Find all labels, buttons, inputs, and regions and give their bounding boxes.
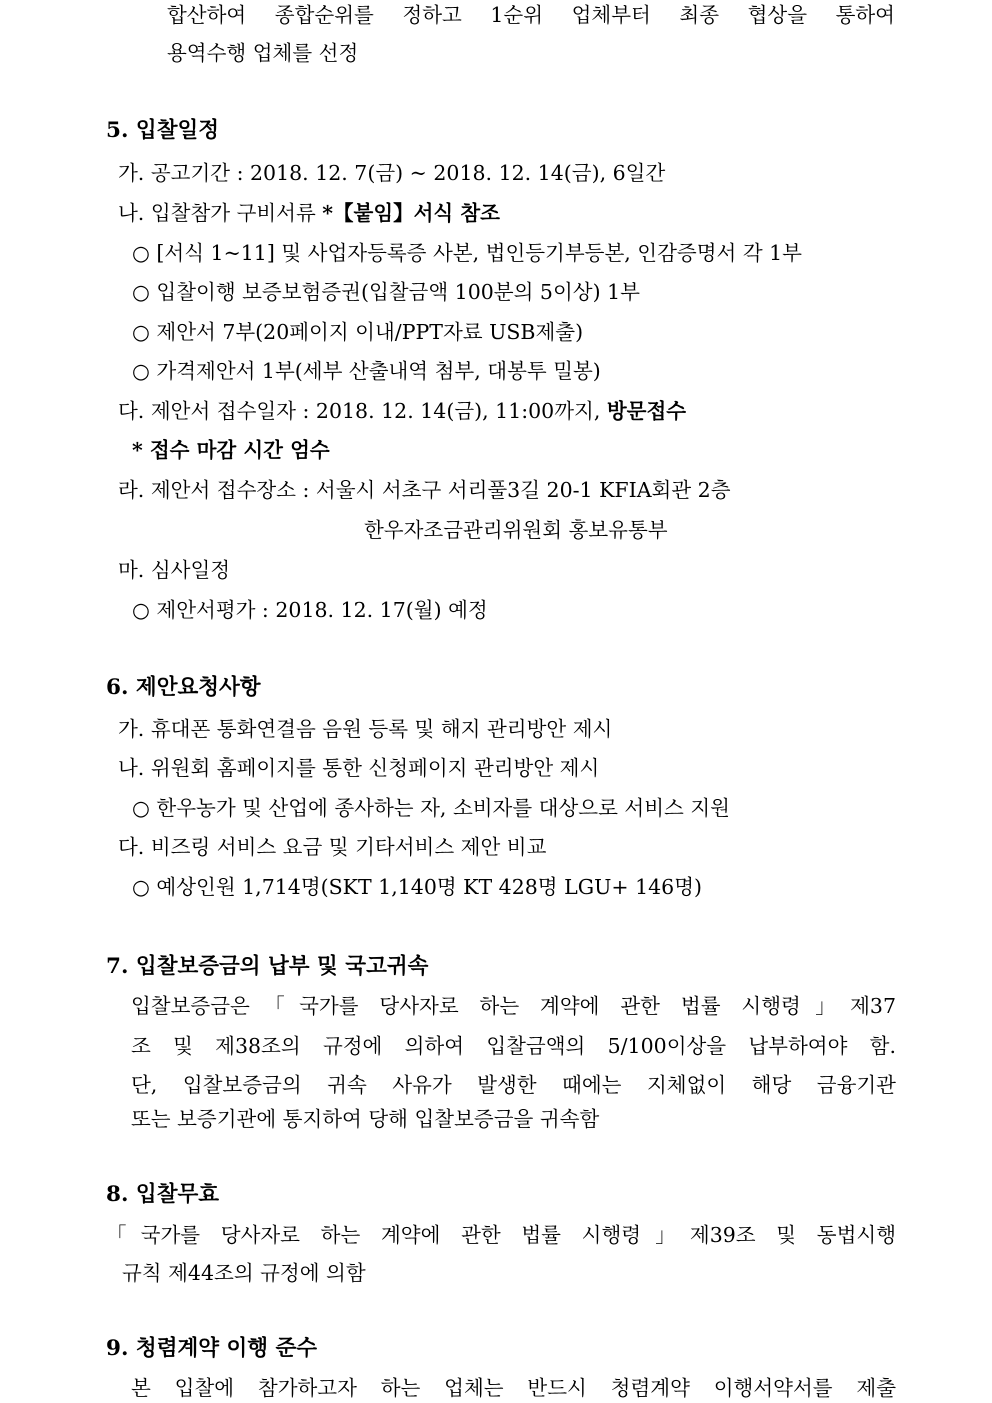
s5-da-note: * 접수 마감 시간 엄수 — [132, 438, 330, 462]
section-5-heading: 5. 입찰일정 — [106, 118, 220, 143]
s6-item-da: 다. 비즈링 서비스 요금 및 기타서비스 제안 비교 — [118, 835, 547, 859]
s5-item-da — [118, 396, 686, 426]
intro-line-1: 합산하여 종합순위를 정하고 1순위 업체부터 최종 협상을 통하여 — [167, 3, 895, 27]
s5-item-ra-1: 라. 제안서 접수장소 : 서울시 서초구 서리풀3길 20-1 KFIA회관 2층 — [118, 478, 731, 502]
s5-na-sub-4: ○ 가격제안서 1부(세부 산출내역 첨부, 대봉투 밀봉) — [132, 359, 601, 383]
s6-da-sub-1: ○ 예상인원 1,714명(SKT 1,140명 KT 428명 LGU+ 146명) — [132, 875, 703, 899]
s5-na-sub-3: ○ 제안서 7부(20페이지 이내/PPT자료 USB제출) — [132, 320, 584, 344]
s7-paragraph-line-1: 입찰보증금은「국가를 당사자로 하는 계약에 관한 법률 시행령」제37 — [131, 994, 896, 1018]
s7-paragraph-line-2: 조 및 제38조의 규정에 의하여 입찰금액의 5/100이상을 납부하여야 함. — [131, 1034, 896, 1058]
section-7-heading: 7. 입찰보증금의 납부 및 국고귀속 — [106, 954, 429, 979]
s5-item-ga: 가. 공고기간 : 2018. 12. 7(금) ~ 2018. 12. 14(금), 6일간 — [118, 161, 666, 185]
s5-na-sub-2: ○ 입찰이행 보증보험증권(입찰금액 100분의 5이상) 1부 — [132, 280, 640, 304]
s8-paragraph-line-1: 「국가를 당사자로 하는 계약에 관한 법률 시행령」제39조 및 동법시행 — [106, 1223, 896, 1247]
section-9-heading: 9. 청렴계약 이행 준수 — [106, 1336, 318, 1361]
s5-item-na-text: 나. 입찰참가 구비서류 — [118, 201, 323, 225]
section-8-heading: 8. 입찰무효 — [106, 1182, 220, 1207]
s5-item-na — [118, 198, 500, 228]
s5-item-ma: 마. 심사일정 — [118, 558, 231, 582]
s7-paragraph-line-4: 또는 보증기관에 통지하여 당해 입찰보증금을 귀속함 — [131, 1107, 600, 1131]
s5-item-na-note: *【붙임】서식 참조 — [322, 201, 500, 225]
s9-paragraph-line-1: 본 입찰에 참가하고자 하는 업체는 반드시 청렴계약 이행서약서를 제출 — [131, 1376, 896, 1400]
section-6-heading: 6. 제안요청사항 — [106, 675, 261, 700]
s6-na-sub-1: ○ 한우농가 및 산업에 종사하는 자, 소비자를 대상으로 서비스 지원 — [132, 796, 730, 820]
s5-item-ra-2: 한우자조금관리위원회 홍보유통부 — [364, 518, 668, 542]
s8-paragraph-line-2: 규칙 제44조의 규정에 의함 — [122, 1261, 366, 1285]
s5-ma-sub-1: ○ 제안서평가 : 2018. 12. 17(월) 예정 — [132, 598, 488, 622]
s6-item-ga: 가. 휴대폰 통화연결음 음원 등록 및 해지 관리방안 제시 — [118, 717, 613, 741]
intro-line-2: 용역수행 업체를 선정 — [167, 41, 359, 65]
s5-na-sub-1: ○ [서식 1~11] 및 사업자등록증 사본, 법인등기부등본, 인감증명서 각 1부 — [132, 241, 802, 265]
s5-item-da-text: 다. 제안서 접수일자 : 2018. 12. 14(금), 11:00까지, — [118, 399, 607, 423]
s7-paragraph-line-3: 단, 입찰보증금의 귀속 사유가 발생한 때에는 지체없이 해당 금융기관 — [131, 1073, 896, 1097]
s6-item-na: 나. 위원회 홈페이지를 통한 신청페이지 관리방안 제시 — [118, 756, 600, 780]
s5-item-da-bold: 방문접수 — [606, 399, 687, 423]
